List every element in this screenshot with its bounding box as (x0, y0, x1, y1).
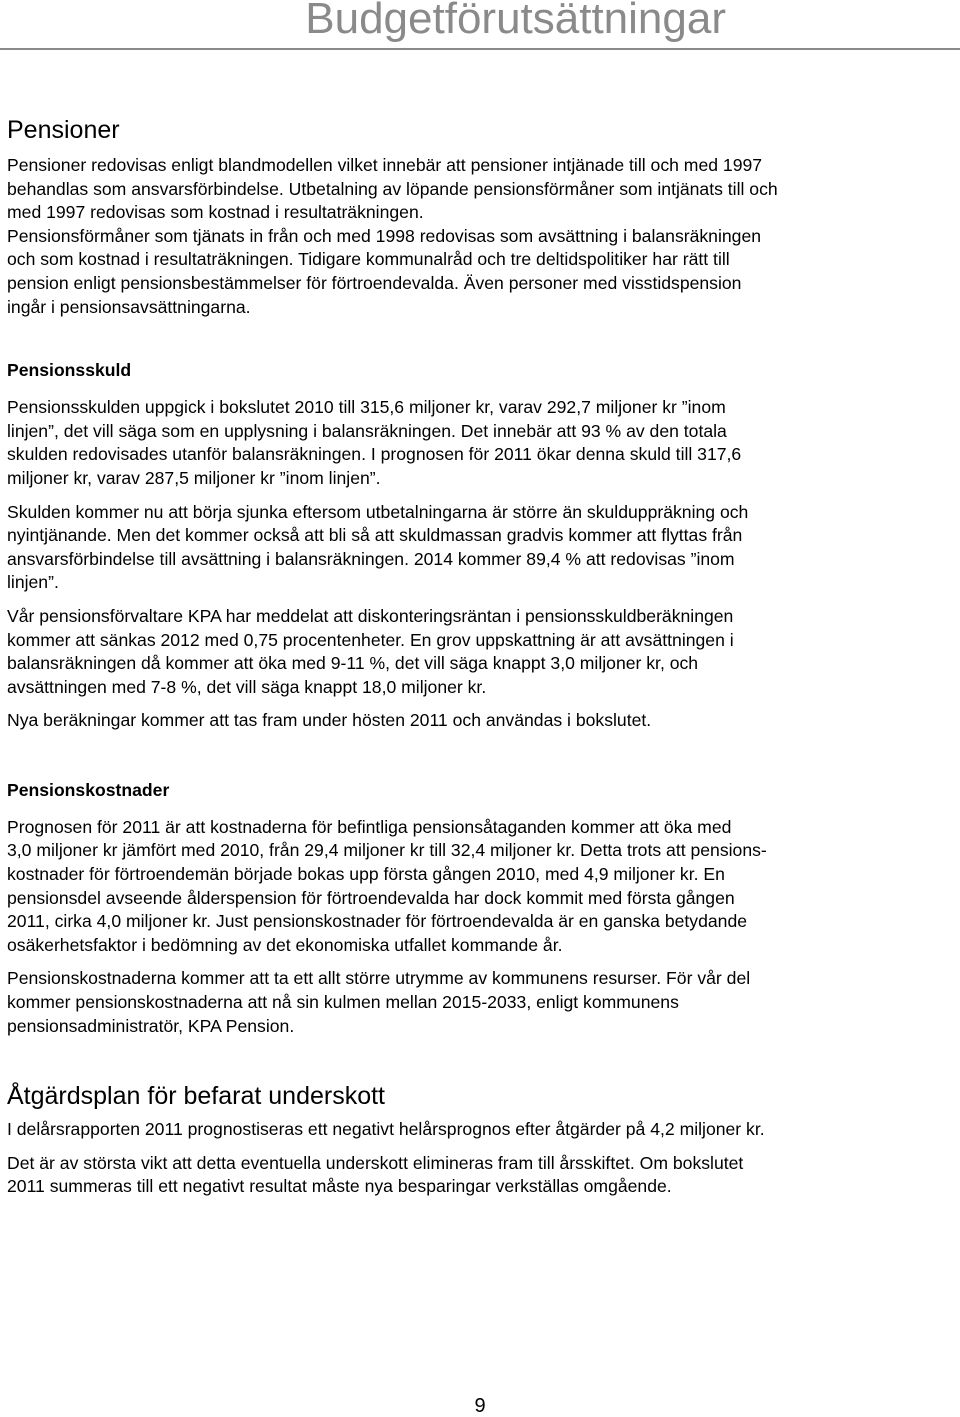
paragraph-pensionsskuld-3 (7, 605, 952, 699)
text-line: ingår i pensionsavsättningarna. (7, 296, 251, 317)
text-line: Pensionsförmåner som tjänats in från och med 1998 redovisas som avsättning i balansräkningen (7, 225, 762, 246)
text-line: Vår pensionsförvaltare KPA har meddelat att diskonteringsräntan i pensionsskuldberäkningen (7, 605, 734, 626)
text-line: skulden redovisades utanför balansräkningen. I prognosen för 2011 ökar denna skuld till 317,6 (7, 444, 742, 465)
text-line: Pensionsskulden uppgick i bokslutet 2010 till 315,6 miljoner kr, varav 292,7 miljoner kr ”inom (7, 397, 726, 418)
text-line: pension enligt pensionsbestämmelser för förtroendevalda. Även personer med visstidspension (7, 272, 742, 293)
text-line: 3,0 miljoner kr jämfört med 2010, från 29,4 miljoner kr till 32,4 miljoner kr. Detta trots att pensions- (7, 840, 767, 861)
text-line: I delårsrapporten 2011 prognostiseras ett negativt helårsprognos efter åtgärder på 4,2 miljoner kr. (7, 1119, 765, 1140)
text-line: kommer pensionskostnaderna att nå sin kulmen mellan 2015-2033, enligt kommunens (7, 992, 679, 1013)
text-line: Det är av största vikt att detta eventuella underskott elimineras fram till årsskiftet. Om bokslutet (7, 1152, 744, 1173)
page-number: 9 (474, 1395, 486, 1417)
text-line: nyintjänande. Men det kommer också att bli så att skuldmassan gradvis kommer att flyttas från (7, 525, 743, 546)
text-line: behandlas som ansvarsförbindelse. Utbetalning av löpande pensionsförmåner som intjänats till och (7, 178, 778, 199)
text-line: miljoner kr, varav 287,5 miljoner kr ”inom linjen”. (7, 467, 381, 488)
paragraph-pensionsskuld-1 (7, 396, 952, 490)
text-line: linjen”. (7, 572, 59, 593)
paragraph-pensioner (7, 154, 952, 319)
section-heading-pensionskostnader: Pensionskostnader (7, 779, 170, 800)
text-line: pensionsdel avseende ålderspension för förtroendevalda har dock kommit med första gången (7, 887, 735, 908)
text-line: kostnader för förtroendemän började bokas upp första gången 2010, med 4,9 miljoner kr. En (7, 864, 725, 885)
document-body (7, 114, 952, 1199)
text-line: kommer att sänkas 2012 med 0,75 procentenheter. En grov uppskattning är att avsättningen i (7, 629, 734, 650)
text-line: balansräkningen då kommer att öka med 9-11 %, det vill säga knappt 3,0 miljoner kr, och (7, 653, 699, 674)
text-line: ansvarsförbindelse till avsättning i balansräkningen. 2014 kommer 89,4 % att redovisas ”inom (7, 548, 735, 569)
paragraph-pensionskostnader-1 (7, 816, 952, 958)
text-line: 2011 summeras till ett negativt resultat måste nya besparingar verkställas omgående. (7, 1176, 672, 1197)
paragraph-atgardsplan-1 (7, 1118, 952, 1142)
text-line: Nya beräkningar kommer att tas fram under hösten 2011 och användas i bokslutet. (7, 710, 652, 731)
header-divider (0, 48, 960, 50)
paragraph-pensionskostnader-2 (7, 967, 952, 1038)
text-line: pensionsadministratör, KPA Pension. (7, 1015, 295, 1036)
text-line: Pensioner redovisas enligt blandmodellen vilket innebär att pensioner intjänade till och med 1997 (7, 155, 763, 175)
text-line: 2011, cirka 4,0 miljoner kr. Just pensionskostnader för förtroendevalda är en ganska betydande (7, 911, 748, 932)
text-line: med 1997 redovisas som kostnad i resultaträkningen. (7, 202, 424, 223)
section-heading-atgardsplan: Åtgärdsplan för befarat underskott (7, 1082, 386, 1111)
text-line: osäkerhetsfaktor i bedömning av det ekonomiska utfallet kommande år. (7, 934, 563, 955)
section-heading-pensioner: Pensioner (7, 116, 120, 144)
page-header-title: Budgetförutsättningar (305, 0, 726, 43)
paragraph-pensionsskuld-4 (7, 709, 952, 733)
text-line: och som kostnad i resultaträkningen. Tidigare kommunalråd och tre deltidspolitiker har rätt till (7, 249, 730, 270)
text-line: Skulden kommer nu att börja sjunka eftersom utbetalningarna är större än skulduppräkning och (7, 501, 749, 522)
text-line: avsättningen med 7-8 %, det vill säga knappt 18,0 miljoner kr. (7, 676, 487, 697)
paragraph-atgardsplan-2 (7, 1152, 952, 1199)
paragraph-pensionsskuld-2 (7, 501, 952, 595)
section-heading-pensionsskuld: Pensionsskuld (7, 360, 132, 381)
text-line: linjen”, det vill säga som en upplysning i balansräkningen. Det innebär att 93 % av den totala (7, 420, 727, 441)
text-line: Prognosen för 2011 är att kostnaderna för befintliga pensionsåtaganden kommer att öka med (7, 816, 732, 837)
text-line: Pensionskostnaderna kommer att ta ett allt större utrymme av kommunens resurser. För vår del (7, 968, 751, 989)
